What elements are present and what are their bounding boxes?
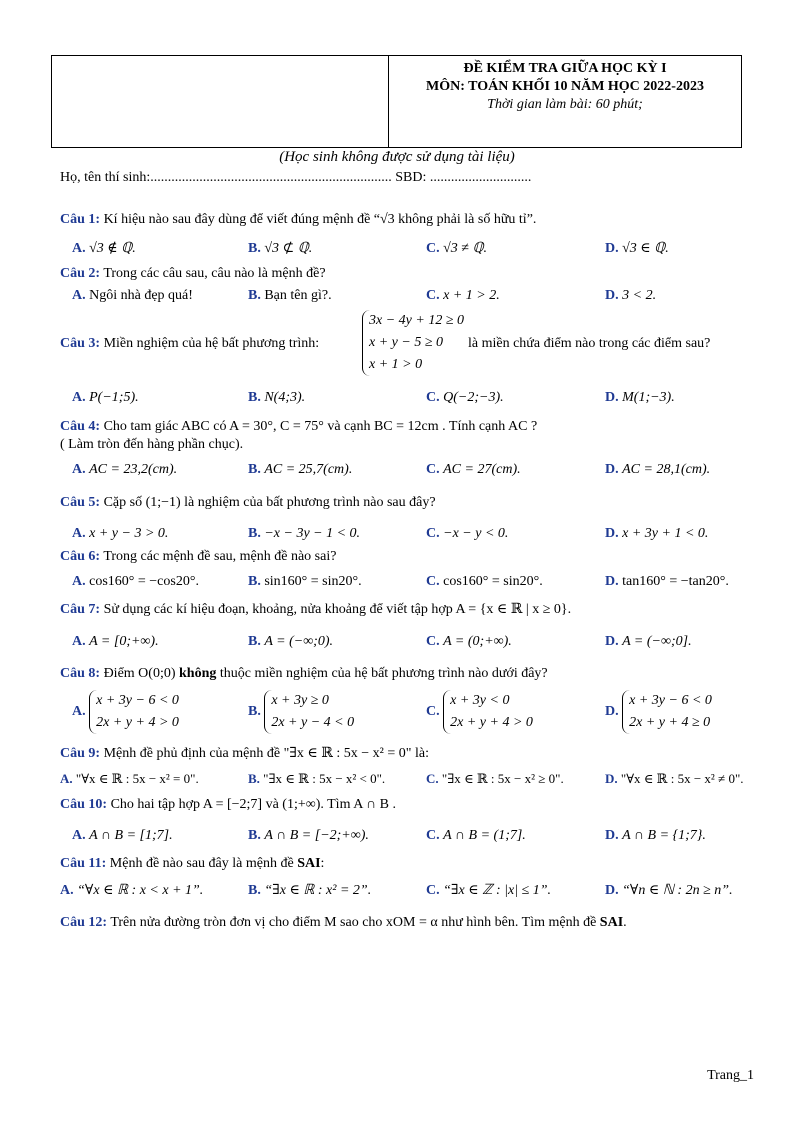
q10-option-d: D. A ∩ B = {1;7}. (605, 828, 706, 843)
q8-option-b: B. x + 3y ≥ 0 2x + y − 4 < 0 (248, 690, 354, 734)
q8-option-d: D. x + 3y − 6 < 0 2x + y + 4 ≥ 0 (605, 690, 712, 734)
q11-option-a: A. “∀x ∈ ℝ : x < x + 1”. (60, 883, 204, 898)
q11-option-d: D. “∀n ∈ ℕ : 2n ≥ n”. (605, 883, 733, 898)
q6-option-b: B. sin160° = sin20°. (248, 574, 362, 589)
q6-option-c: C. cos160° = sin20°. (426, 574, 543, 589)
q8-option-a: A. x + 3y − 6 < 0 2x + y + 4 > 0 (72, 690, 179, 734)
q10-option-b: B. A ∩ B = [−2;+∞). (248, 828, 369, 843)
question-11: Câu 11: Mệnh đề nào sau đây là mệnh đề SAI: (60, 856, 325, 871)
q5-option-c: C. −x − y < 0. (426, 526, 509, 541)
q7-option-b: B. A = (−∞;0). (248, 634, 334, 649)
q3-option-b: B. N(4;3). (248, 390, 306, 405)
q4-option-b: B. AC = 25,7(cm). (248, 462, 353, 477)
exam-note: (Học sinh không được sử dụng tài liệu) (279, 149, 515, 165)
header-left-cell (52, 56, 389, 147)
q5-option-b: B. −x − 3y − 1 < 0. (248, 526, 361, 541)
q1-option-d: D. √3 ∈ ℚ. (605, 241, 669, 256)
q2-option-b: B. Bạn tên gì?. (248, 288, 332, 303)
q5-option-a: A. x + y − 3 > 0. (72, 526, 169, 541)
question-2: Câu 2: Trong các câu sau, câu nào là mệnh đề? (60, 266, 326, 281)
q1-option-a: A. √3 ∉ ℚ. (72, 241, 136, 256)
q7-option-a: A. A = [0;+∞). (72, 634, 159, 649)
q9-option-c: C. "∃x ∈ ℝ : 5x − x² ≥ 0". (426, 771, 564, 786)
q4-option-c: C. AC = 27(cm). (426, 462, 521, 477)
q9-option-a: A. "∀x ∈ ℝ : 5x − x² = 0". (60, 771, 199, 786)
q1-option-b: B. √3 ⊄ ℚ. (248, 241, 313, 256)
question-4-note: ( Làm tròn đến hàng phần chục). (60, 437, 244, 452)
q10-option-a: A. A ∩ B = [1;7]. (72, 828, 173, 843)
question-3-tail: là miền chứa điểm nào trong các điểm sau? (468, 336, 711, 351)
q9-option-d: D. "∀x ∈ ℝ : 5x − x² ≠ 0". (605, 771, 744, 786)
q11-option-b: B. “∃x ∈ ℝ : x² = 2”. (248, 883, 372, 898)
question-3-system: 3x − 4y + 12 ≥ 0 x + y − 5 ≥ 0 x + 1 > 0 (362, 310, 464, 376)
q7-option-d: D. A = (−∞;0]. (605, 634, 692, 649)
exam-subject: MÔN: TOÁN KHỐI 10 NĂM HỌC 2022-2023 (426, 79, 704, 94)
q3-option-c: C. Q(−2;−3). (426, 390, 504, 405)
q4-option-d: D. AC = 28,1(cm). (605, 462, 711, 477)
header-right-cell (389, 56, 741, 147)
question-3-label: Câu 3: Miền nghiệm của hệ bất phương trình: (60, 336, 320, 351)
exam-header-box (51, 55, 742, 148)
q2-option-d: D. 3 < 2. (605, 288, 657, 303)
q2-option-a: A. Ngôi nhà đẹp quá! (72, 288, 193, 303)
q10-option-c: C. A ∩ B = (1;7]. (426, 828, 526, 843)
question-9: Câu 9: Mệnh đề phủ định của mệnh đề "∃x ∈ ℝ : 5x − x² = 0" là: (60, 746, 429, 761)
q9-option-b: B. "∃x ∈ ℝ : 5x − x² < 0". (248, 771, 386, 786)
exam-title: ĐỀ KIỂM TRA GIỮA HỌC KỲ I (463, 61, 667, 76)
exam-time: Thời gian làm bài: 60 phút; (487, 97, 643, 112)
question-1: Câu 1: Kí hiệu nào sau đây dùng để viết đúng mệnh đề “√3 không phải là số hữu tỉ”. (60, 212, 537, 227)
question-6: Câu 6: Trong các mệnh đề sau, mệnh đề nào sai? (60, 549, 337, 564)
question-12: Câu 12: Trên nửa đường tròn đơn vị cho điểm M sao cho xOM = α như hình bên. Tìm mệnh đề SAI. (60, 915, 627, 930)
q6-option-d: D. tan160° = −tan20°. (605, 574, 729, 589)
question-5: Câu 5: Cặp số (1;−1) là nghiệm của bất phương trình nào sau đây? (60, 495, 436, 510)
question-10: Câu 10: Cho hai tập hợp A = [−2;7] và (1;+∞). Tìm A ∩ B . (60, 797, 396, 812)
q6-option-a: A. cos160° = −cos20°. (72, 574, 199, 589)
q1-option-c: C. √3 ≠ ℚ. (426, 241, 488, 256)
question-8: Câu 8: Điểm O(0;0) không thuộc miền nghiệm của hệ bất phương trình nào dưới đây? (60, 666, 548, 681)
student-info-line: Họ, tên thí sinh:..................................................................... SBD: ............................. (60, 170, 532, 185)
page-number: Trang_1 (707, 1068, 754, 1083)
q5-option-d: D. x + 3y + 1 < 0. (605, 526, 709, 541)
q11-option-c: C. “∃x ∈ ℤ : |x| ≤ 1”. (426, 883, 552, 898)
q3-option-a: A. P(−1;5). (72, 390, 139, 405)
question-7: Câu 7: Sử dụng các kí hiệu đoạn, khoảng, nửa khoảng để viết tập hợp A = {x ∈ ℝ | x ≥ 0}. (60, 602, 572, 617)
q8-option-c: C. x + 3y < 0 2x + y + 4 > 0 (426, 690, 533, 734)
q4-option-a: A. AC = 23,2(cm). (72, 462, 178, 477)
q7-option-c: C. A = (0;+∞). (426, 634, 512, 649)
q2-option-c: C. x + 1 > 2. (426, 288, 500, 303)
q3-option-d: D. M(1;−3). (605, 390, 675, 405)
question-4: Câu 4: Cho tam giác ABC có A = 30°, C = 75° và cạnh BC = 12cm . Tính cạnh AC ? (60, 419, 538, 434)
